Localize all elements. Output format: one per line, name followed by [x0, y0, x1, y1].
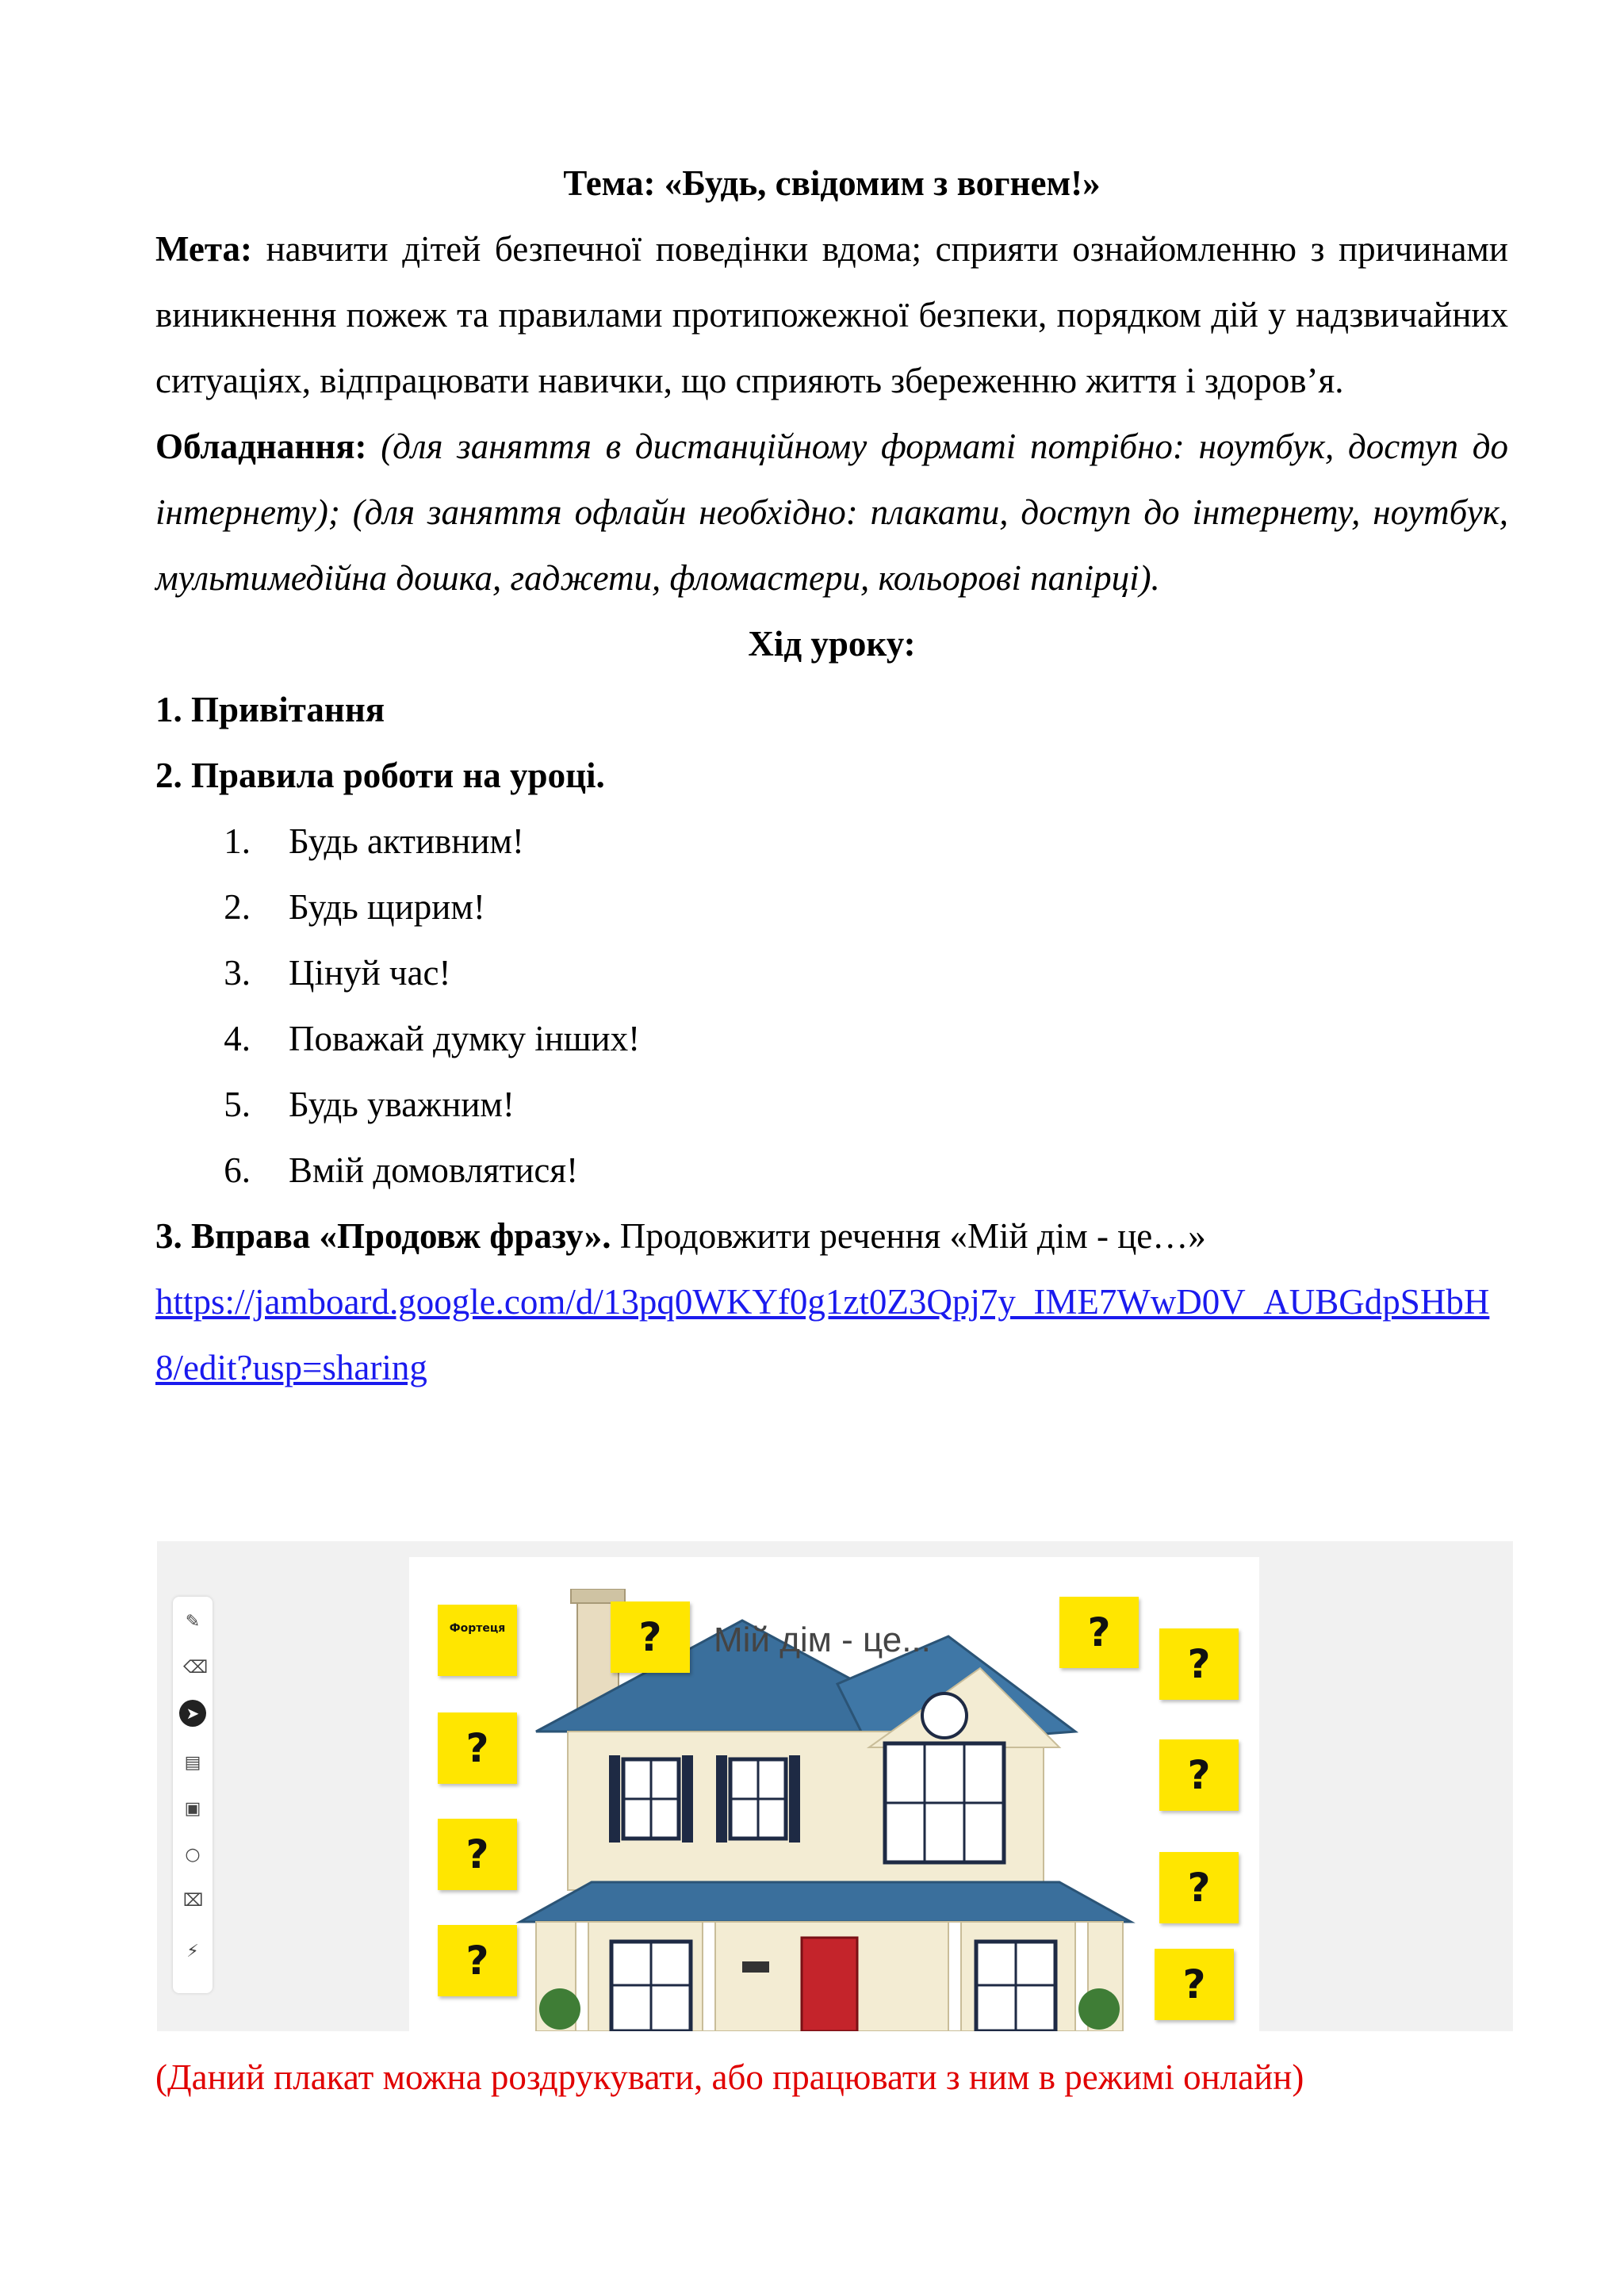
circle-icon[interactable]: ○ — [185, 1845, 201, 1865]
document-body — [155, 151, 1508, 1401]
goal-label: Мета: — [155, 229, 252, 269]
goal-text: навчити дітей безпечної поведінки вдома; сприяти ознайомленню з причинами виникнення пожеж та правилами протипожежної безпеки, порядком дій у надзвичайних ситуаціях, відпрацювати навички, що сприяють збереженню життя і здоров’я. — [155, 229, 1508, 400]
section-rules: 2. Правила роботи на уроці. — [155, 756, 605, 795]
rule-text: Поважай думку інших! — [289, 1019, 641, 1058]
exercise-text: Продовжити речення «Мій дім - це…» — [611, 1216, 1206, 1256]
sticky-note[interactable]: ? — [1159, 1739, 1239, 1811]
list-item — [155, 1072, 1508, 1138]
sticky-note[interactable]: ? — [1155, 1949, 1234, 2020]
rule-number: 3. — [224, 953, 251, 993]
text-box-icon[interactable]: ⌧ — [183, 1891, 204, 1911]
pen-icon[interactable]: ✎ — [185, 1612, 201, 1632]
print-note: (Даний плакат можна роздрукувати, або працювати з ним в режимі онлайн) — [155, 2057, 1304, 2097]
rules-list — [155, 809, 1508, 1203]
sticky-note[interactable]: ? — [438, 1819, 517, 1890]
sticky-note-icon[interactable]: ▤ — [184, 1753, 201, 1773]
exercise-label: 3. Вправа «Продовж фразу». — [155, 1216, 611, 1256]
rule-text: Будь активним! — [289, 821, 524, 861]
rule-number: 1. — [224, 821, 251, 861]
section-exercise — [155, 1203, 1508, 1269]
sticky-note[interactable]: Фортеця — [438, 1605, 517, 1676]
list-item — [155, 809, 1508, 874]
sticky-note[interactable]: ? — [1159, 1628, 1239, 1700]
board-title: Мій дім - це... — [714, 1621, 931, 1659]
sticky-note[interactable]: ? — [1059, 1597, 1139, 1668]
rule-number: 4. — [224, 1019, 251, 1058]
rule-number: 6. — [224, 1150, 251, 1190]
sticky-note[interactable]: ? — [1159, 1852, 1239, 1923]
jamboard-link[interactable]: https://jamboard.google.com/d/13pq0WKYf0g1zt0Z3Qpj7y_IME7WwD0V_AUBGdpSHbH8/edit?usp=sharing — [155, 1282, 1490, 1387]
goal-paragraph — [155, 216, 1508, 414]
list-item — [155, 1006, 1508, 1072]
sticky-note[interactable]: ? — [438, 1712, 517, 1784]
list-item — [155, 1138, 1508, 1203]
jamboard-canvas[interactable] — [409, 1557, 1259, 2031]
rule-text: Будь щирим! — [289, 887, 485, 927]
rule-number: 2. — [224, 887, 251, 927]
image-icon[interactable]: ▣ — [184, 1799, 201, 1819]
equipment-text: (для заняття в дистанційному форматі потрібно: ноутбук, доступ до інтернету); (для заняття офлайн необхідно: плакати, доступ до інтернету, ноутбук, мультимедійна дошка, гаджети, фломастери, кольорові папірці). — [155, 427, 1508, 598]
list-item — [155, 940, 1508, 1006]
topic-heading: Тема: «Будь, свідомим з вогнем!» — [563, 163, 1101, 203]
equipment-paragraph — [155, 414, 1508, 611]
rule-text: Будь уважним! — [289, 1085, 515, 1124]
section-greeting: 1. Привітання — [155, 690, 385, 729]
sticky-note[interactable]: ? — [611, 1601, 690, 1673]
jamboard-toolbar — [173, 1597, 213, 1993]
equipment-label: Обладнання: — [155, 427, 367, 466]
laser-icon[interactable]: ⚡ — [186, 1942, 199, 1961]
rule-text: Вмій домовлятися! — [289, 1150, 579, 1190]
select-icon[interactable]: ➤ — [179, 1700, 206, 1727]
jamboard-screenshot — [157, 1541, 1513, 2031]
eraser-icon[interactable]: ⌫ — [183, 1658, 209, 1678]
rule-text: Цінуй час! — [289, 953, 451, 993]
list-item — [155, 874, 1508, 940]
rule-number: 5. — [224, 1085, 251, 1124]
sticky-note[interactable]: ? — [438, 1925, 517, 1996]
lesson-title: Хід уроку: — [748, 624, 916, 664]
